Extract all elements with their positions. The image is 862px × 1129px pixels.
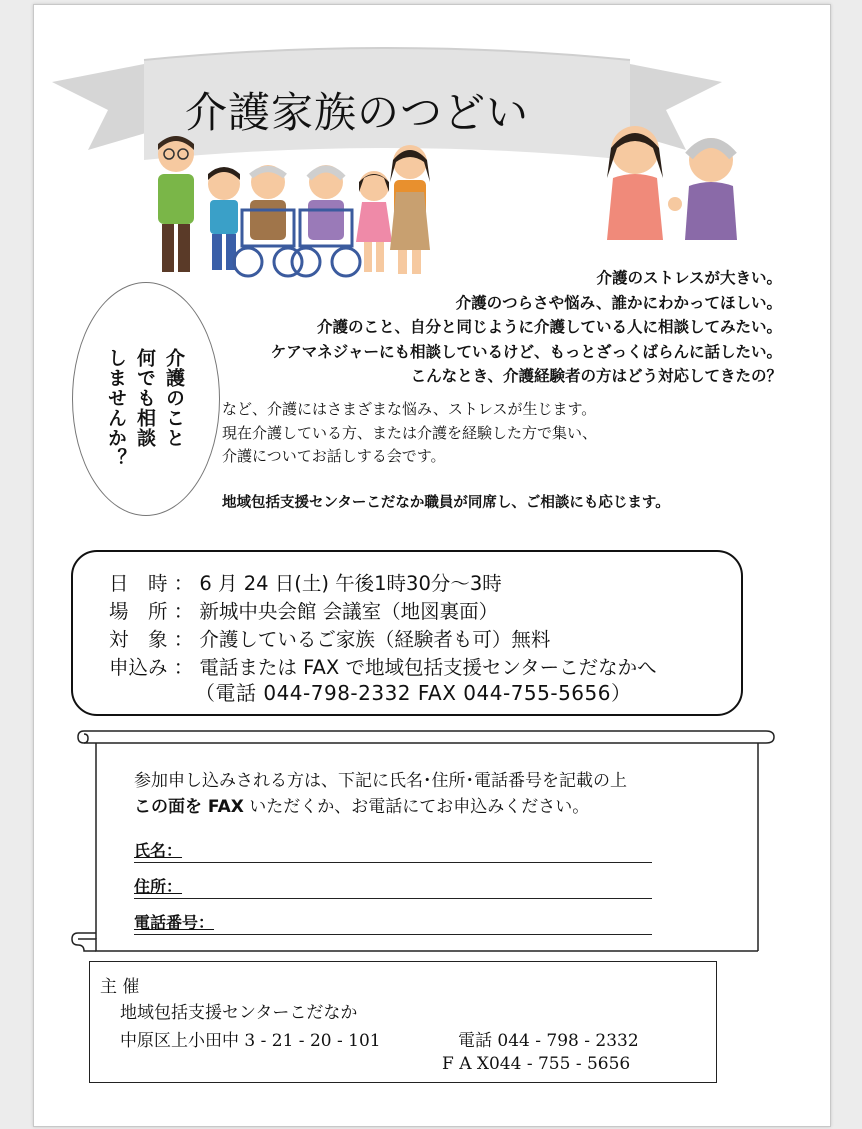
phone-field[interactable] — [134, 910, 652, 935]
intro-line: など、介護にはさまざまな悩み、ストレスが生じます。 — [222, 400, 597, 418]
fax-emphasis: この面を FAX — [134, 797, 244, 817]
apply-row: 申込み ： 電話または FAX で地域包括支援センターこだなかへ — [109, 652, 657, 680]
organizer-phone: 電話 044 - 798 - 2332 — [458, 1031, 639, 1051]
address-label: 住所： — [134, 877, 183, 896]
lead-questions — [271, 266, 782, 389]
target-value: 介護しているご家族（経験者も可）無料 — [199, 628, 551, 651]
organizer-fax: F A X044 - 755 - 5656 — [442, 1054, 631, 1074]
target-label: 対 象 — [109, 628, 168, 651]
name-field[interactable] — [134, 838, 652, 863]
phone-label: 電話番号： — [134, 913, 215, 932]
oval-line: しませんか？ — [105, 348, 127, 468]
lead-line: ケアマネジャーにも相談しているけど、もっとざっくばらんに話したい。 — [270, 342, 782, 361]
page-title: 介護家族のつどい — [185, 88, 530, 137]
place-label: 場 所 — [109, 600, 168, 623]
name-label: 氏名： — [134, 841, 183, 860]
family-illustration — [128, 132, 448, 282]
place-row: 場 所 ： 新城中央会館 会議室（地図裏面） — [109, 596, 498, 624]
apply-value: 電話または FAX で地域包括支援センターこだなかへ — [199, 656, 657, 679]
staff-note: 地域包括支援センターこだなか職員が同席し、ご相談にも応じます。 — [222, 495, 670, 511]
date-value: 6 月 24 日(土) 午後1時30分～3時 — [199, 572, 502, 595]
form-instructions — [134, 768, 627, 820]
oval-line: 介護のこと — [163, 348, 185, 448]
organizer-name: 地域包括支援センターこだなか — [120, 1003, 358, 1023]
lead-line: 介護のこと、自分と同じように介護している人に相談してみたい。 — [316, 318, 782, 337]
contact-numbers: （電話 044-798-2332 FAX 044-755-5656） — [195, 681, 632, 705]
address-field[interactable] — [134, 874, 652, 899]
form-intro-line: 参加申し込みされる方は、下記に氏名･住所･電話番号を記載の上 — [134, 771, 627, 791]
date-label: 日 時 — [109, 572, 168, 595]
target-row: 対 象 ： 介護しているご家族（経験者も可）無料 — [109, 624, 550, 652]
oval-line: 何でも相談 — [134, 348, 156, 448]
apply-label: 申込み — [109, 656, 168, 679]
lead-line: 介護のつらさや悩み、誰かにわかってほしい。 — [455, 293, 782, 312]
form-intro-line: この面を FAX いただくか、お電話にてお申込みください。 — [134, 797, 590, 817]
event-info-box — [71, 550, 743, 716]
place-value: 新城中央会館 会議室（地図裏面） — [199, 600, 499, 623]
organizer-heading: 主 催 — [100, 977, 140, 997]
intro-line: 現在介護している方、または介護を経験した方で集い、 — [222, 423, 598, 442]
intro-line: 介護についてお話しする会です。 — [222, 447, 446, 465]
caregiver-illustration — [583, 112, 753, 252]
organizer-box — [89, 961, 717, 1083]
date-row: 日 時 ： 6 月 24 日(土) 午後1時30分～3時 — [109, 568, 502, 596]
oval-vertical-text — [98, 348, 188, 478]
lead-line: こんなとき、介護経験者の方はどう対応してきたの？ — [410, 367, 782, 386]
lead-line: 介護のストレスが大きい。 — [596, 269, 782, 287]
intro-paragraph — [222, 398, 597, 469]
organizer-address: 中原区上小田中 3 - 21 - 20 - 101 — [120, 1031, 381, 1051]
